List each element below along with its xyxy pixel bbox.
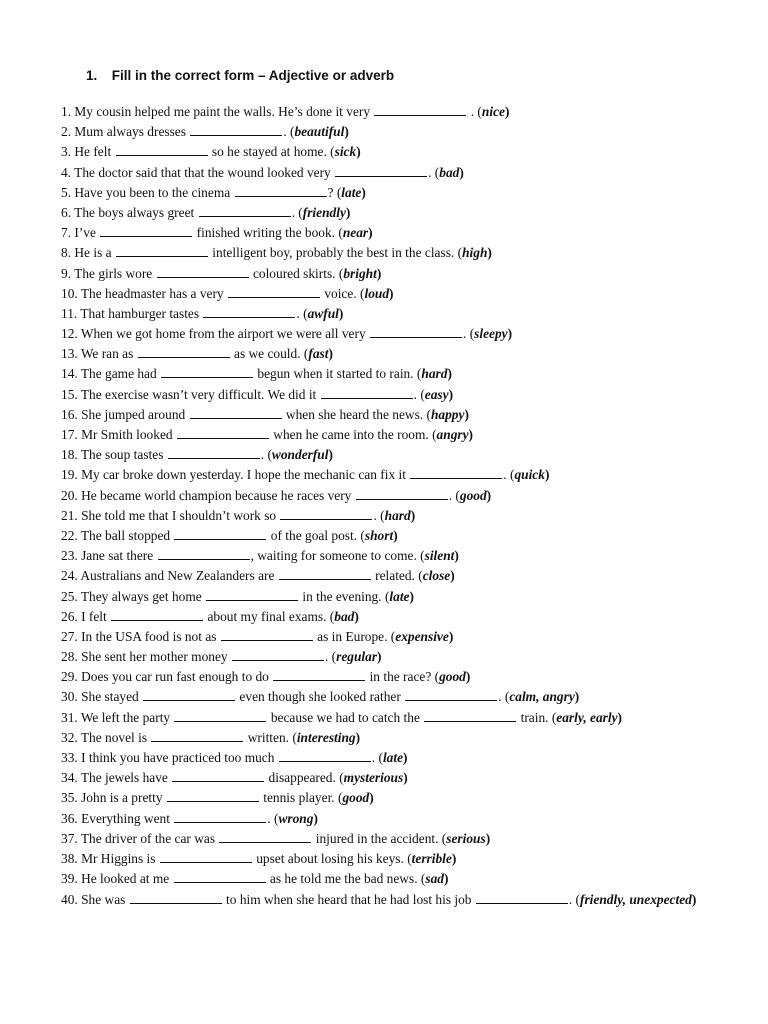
item-text: 7. I’ve: [61, 225, 100, 241]
answer-blank[interactable]: [190, 418, 282, 419]
answer-blank[interactable]: [160, 862, 252, 863]
word-hint: nice: [481, 104, 505, 119]
answer-blank[interactable]: [232, 660, 324, 661]
answer-blank[interactable]: [424, 721, 516, 722]
item-text: . (: [413, 386, 425, 402]
exercise-item: [61, 748, 721, 768]
item-text: 39. He looked at me: [61, 871, 173, 887]
exercise-item: [61, 405, 721, 425]
hint-close: ): [459, 164, 464, 180]
item-text: 4. The doctor said that that the wound looked very: [61, 164, 335, 180]
answer-blank[interactable]: [158, 559, 250, 560]
answer-blank[interactable]: [138, 357, 230, 358]
exercise-item: [61, 465, 721, 485]
answer-blank[interactable]: [206, 600, 298, 601]
exercise-item: [61, 607, 721, 627]
item-text: 16. She jumped around: [61, 406, 189, 422]
item-text: disappeared. (: [265, 770, 344, 786]
hint-close: ): [485, 830, 491, 846]
hint-close: ): [504, 104, 510, 119]
item-text: . (: [467, 104, 482, 119]
answer-blank[interactable]: [203, 317, 295, 318]
exercise-item: [61, 243, 721, 263]
item-text: . (: [291, 204, 303, 220]
item-text: . (: [568, 892, 581, 908]
word-hint: bad: [334, 608, 355, 624]
item-text: . (: [371, 750, 383, 765]
word-hint: awful: [307, 305, 339, 321]
hint-close: ): [377, 649, 382, 665]
item-text: 17. Mr Smith looked: [61, 427, 176, 442]
item-text: . (: [463, 326, 475, 342]
word-hint: late: [341, 184, 362, 200]
answer-blank[interactable]: [168, 458, 260, 459]
answer-blank[interactable]: [172, 781, 264, 782]
item-text: 21. She told me that I shouldn’t work so: [61, 507, 280, 523]
item-text: 29. Does you car run fast enough to do: [61, 669, 273, 685]
word-hint: serious: [446, 830, 486, 846]
answer-blank[interactable]: [335, 176, 427, 177]
hint-close: ): [355, 729, 361, 745]
answer-blank[interactable]: [116, 256, 208, 257]
word-hint: sick: [334, 144, 357, 160]
hint-close: ): [450, 568, 455, 584]
word-hint: silent: [424, 548, 455, 564]
item-text: 12. When we got home from the airport we were all very: [61, 326, 370, 342]
hint-close: ): [617, 709, 622, 725]
answer-blank[interactable]: [190, 135, 282, 136]
hint-close: ): [443, 871, 449, 887]
hint-close: ): [448, 628, 454, 644]
word-hint: sad: [425, 871, 444, 887]
exercise-item: [61, 788, 721, 808]
item-text: of the goal post. (: [267, 527, 365, 543]
item-text: written. (: [244, 729, 297, 745]
exercise-item: [61, 223, 721, 243]
item-text: about my final exams. (: [204, 608, 335, 624]
exercise-item: [61, 546, 721, 566]
exercise-item: [61, 566, 721, 586]
item-text: 9. The girls wore: [61, 265, 156, 281]
item-text: . (: [283, 124, 295, 140]
word-hint: angry: [436, 427, 469, 442]
item-text: train. (: [517, 709, 557, 725]
answer-blank[interactable]: [235, 196, 327, 197]
word-hint: good: [459, 487, 487, 503]
item-text: in the race? (: [366, 669, 440, 685]
hint-close: ): [410, 507, 416, 523]
answer-blank[interactable]: [161, 377, 253, 378]
item-text: when she heard the news. (: [282, 406, 431, 422]
item-text: as in Europe. (: [313, 628, 396, 644]
item-text: 14. The game had: [61, 366, 161, 382]
exercise-item: [61, 667, 721, 687]
word-hint: hard: [421, 366, 448, 382]
word-hint: happy: [430, 406, 465, 422]
word-hint: fast: [308, 346, 329, 362]
exercise-title: Fill in the correct form – Adjective or adverb: [111, 68, 395, 83]
word-hint: beautiful: [294, 124, 345, 140]
item-text: 8. He is a: [61, 245, 115, 261]
answer-blank[interactable]: [174, 822, 266, 823]
answer-blank[interactable]: [374, 115, 466, 116]
item-text: 19. My car broke down yesterday. I hope the mechanic can fix it: [61, 467, 410, 483]
word-hint: near: [342, 225, 369, 241]
exercise-heading: [86, 68, 394, 83]
item-text: so he stayed at home. (: [208, 144, 335, 160]
item-text: 34. The jewels have: [61, 770, 172, 786]
answer-blank[interactable]: [174, 882, 266, 883]
item-text: upset about losing his keys. (: [252, 850, 412, 866]
hint-close: ): [328, 447, 333, 463]
exercise-item: [61, 142, 721, 162]
item-text: when he came into the room. (: [269, 427, 437, 442]
item-text: 32. The novel is: [61, 729, 151, 745]
word-hint: calm, angry: [509, 689, 575, 705]
item-text: 23. Jane sat there: [61, 548, 157, 564]
exercise-item: [61, 768, 721, 788]
exercise-item: [61, 344, 721, 364]
answer-blank[interactable]: [370, 337, 462, 338]
answer-blank[interactable]: [476, 903, 568, 904]
answer-blank[interactable]: [219, 842, 311, 843]
item-text: 38. Mr Higgins is: [61, 850, 159, 866]
hint-close: ): [344, 124, 349, 140]
answer-blank[interactable]: [279, 579, 371, 580]
hint-close: ): [354, 608, 359, 624]
item-text: 26. I felt: [61, 608, 111, 624]
item-text: 27. In the USA food is not as: [61, 628, 220, 644]
item-text: 3. He felt: [61, 144, 115, 160]
answer-blank[interactable]: [157, 277, 249, 278]
item-text: . (: [267, 810, 279, 826]
item-text: intelligent boy, probably the best in the class. (: [208, 245, 463, 261]
item-text: . (: [448, 487, 460, 503]
item-text: 15. The exercise wasn’t very difficult. We did it: [61, 386, 320, 402]
item-text: . (: [260, 447, 272, 463]
hint-close: ): [338, 305, 344, 321]
item-text: 11. That hamburger tastes: [61, 305, 203, 321]
exercise-item: [61, 304, 721, 324]
hint-close: ): [574, 689, 580, 705]
word-hint: mysterious: [343, 770, 404, 786]
word-hint: short: [364, 527, 394, 543]
word-hint: terrible: [411, 850, 452, 866]
answer-blank[interactable]: [279, 761, 371, 762]
exercise-item: [61, 364, 721, 384]
word-hint: friendly, unexpected: [580, 892, 692, 908]
item-text: . (: [428, 164, 440, 180]
exercise-item: [61, 809, 721, 829]
word-hint: loud: [364, 285, 390, 301]
word-hint: friendly: [302, 204, 346, 220]
item-text: , waiting for someone to come. (: [250, 548, 425, 564]
answer-blank[interactable]: [321, 398, 413, 399]
word-hint: good: [439, 669, 466, 685]
exercise-item: [61, 445, 721, 465]
word-hint: wrong: [278, 810, 314, 826]
answer-blank[interactable]: [177, 438, 269, 439]
hint-close: ): [389, 285, 394, 301]
item-text: voice. (: [320, 285, 365, 301]
item-text: . (: [324, 649, 337, 665]
exercise-item: [61, 687, 721, 707]
hint-close: ): [403, 750, 408, 765]
item-text: 33. I think you have practiced too much: [61, 750, 278, 765]
item-text: to him when she heard that he had lost his job: [222, 892, 475, 908]
exercise-item: [61, 506, 721, 526]
item-text: . (: [503, 467, 515, 483]
item-text: 30. She stayed: [61, 689, 143, 705]
hint-close: ): [361, 184, 366, 200]
answer-blank[interactable]: [143, 700, 235, 701]
answer-blank[interactable]: [174, 721, 266, 722]
answer-blank[interactable]: [130, 903, 222, 904]
item-text: . (: [498, 689, 510, 705]
hint-close: ): [345, 204, 351, 220]
item-text: begun when it started to rain. (: [254, 366, 422, 382]
exercise-item: [61, 849, 721, 869]
item-text: coloured skirts. (: [249, 265, 344, 281]
exercise-item: [61, 869, 721, 889]
hint-close: ): [691, 892, 697, 908]
exercise-item: [61, 425, 721, 445]
item-text: . (: [296, 305, 308, 321]
exercise-item: [61, 728, 721, 748]
exercise-item: [61, 284, 721, 304]
word-hint: wonderful: [271, 447, 329, 463]
item-text: . (: [373, 507, 385, 523]
exercise-item: [61, 102, 721, 122]
word-hint: late: [382, 750, 404, 765]
item-text: 5. Have you been to the cinema: [61, 184, 234, 200]
hint-close: ): [464, 406, 469, 422]
hint-close: ): [451, 850, 457, 866]
item-text: as we could. (: [230, 346, 309, 362]
exercise-item: [61, 587, 721, 607]
item-text: 2. Mum always dresses: [61, 124, 190, 140]
hint-close: ): [356, 144, 361, 160]
exercise-item: [61, 708, 721, 728]
item-text: finished writing the book. (: [193, 225, 343, 241]
exercise-item: [61, 122, 721, 142]
item-text: 1. My cousin helped me paint the walls. He’s done it very: [61, 104, 374, 119]
word-hint: late: [389, 588, 410, 604]
answer-blank[interactable]: [356, 499, 448, 500]
word-hint: expensive: [395, 628, 449, 644]
item-text: in the evening. (: [299, 588, 390, 604]
word-hint: interesting: [296, 729, 356, 745]
exercise-item: [61, 385, 721, 405]
item-text: even though she looked rather: [236, 689, 405, 705]
exercise-item: [61, 324, 721, 344]
answer-blank[interactable]: [100, 236, 192, 237]
hint-close: ): [468, 427, 474, 442]
item-text: 37. The driver of the car was: [61, 830, 219, 846]
item-text: 28. She sent her mother money: [61, 649, 231, 665]
answer-blank[interactable]: [228, 297, 320, 298]
answer-blank[interactable]: [405, 700, 497, 701]
item-text: ? (: [327, 184, 342, 200]
exercise-item: [61, 486, 721, 506]
exercise-item: [61, 183, 721, 203]
answer-blank[interactable]: [111, 620, 203, 621]
exercise-item: [61, 526, 721, 546]
item-text: tennis player. (: [259, 790, 343, 806]
hint-close: ): [368, 225, 373, 241]
answer-blank[interactable]: [273, 680, 365, 681]
exercise-item: [61, 264, 721, 284]
item-text: 35. John is a pretty: [61, 790, 166, 806]
hint-close: ): [369, 790, 374, 806]
exercise-item: [61, 647, 721, 667]
item-text: 6. The boys always greet: [61, 204, 198, 220]
word-hint: high: [462, 245, 488, 261]
word-hint: good: [342, 790, 370, 806]
hint-close: ): [454, 548, 459, 564]
item-text: 40. She was: [61, 892, 129, 908]
item-text: 36. Everything went: [61, 810, 174, 826]
word-hint: hard: [384, 507, 411, 523]
exercise-item: [61, 889, 721, 908]
item-text: 18. The soup tastes: [61, 447, 167, 463]
item-text: 31. We left the party: [61, 709, 174, 725]
item-text: as he told me the bad news. (: [266, 871, 426, 887]
hint-close: ): [403, 770, 408, 786]
answer-blank[interactable]: [167, 801, 259, 802]
hint-close: ): [447, 366, 452, 382]
answer-blank[interactable]: [151, 741, 243, 742]
hint-close: ): [376, 265, 382, 281]
item-text: 24. Australians and New Zealanders are: [61, 568, 278, 584]
item-text: 20. He became world champion because he races very: [61, 487, 355, 503]
hint-close: ): [465, 669, 471, 685]
answer-blank[interactable]: [116, 155, 208, 156]
word-hint: early, early: [556, 709, 618, 725]
item-text: 22. The ball stopped: [61, 527, 174, 543]
item-text: 25. They always get home: [61, 588, 206, 604]
exercise-list: [61, 102, 721, 908]
answer-blank[interactable]: [280, 519, 372, 520]
word-hint: close: [422, 568, 451, 584]
word-hint: quick: [514, 467, 545, 483]
answer-blank[interactable]: [174, 539, 266, 540]
answer-blank[interactable]: [221, 640, 313, 641]
hint-close: ): [328, 346, 333, 362]
exercise-item: [61, 829, 721, 849]
item-text: injured in the accident. (: [312, 830, 447, 846]
exercise-item: [61, 627, 721, 647]
hint-close: ): [507, 326, 513, 342]
exercise-number: 1.: [86, 68, 98, 83]
word-hint: sleepy: [474, 326, 508, 342]
hint-close: ): [409, 588, 414, 604]
hint-close: ): [448, 386, 454, 402]
item-text: because we had to catch the: [267, 709, 424, 725]
hint-close: ): [487, 245, 492, 261]
item-text: 10. The headmaster has a very: [61, 285, 227, 301]
exercise-item: [61, 163, 721, 183]
hint-close: ): [544, 467, 550, 483]
exercise-item: [61, 203, 721, 223]
hint-close: ): [393, 527, 398, 543]
hint-close: ): [486, 487, 492, 503]
item-text: 13. We ran as: [61, 346, 137, 362]
word-hint: easy: [424, 386, 449, 402]
answer-blank[interactable]: [410, 478, 502, 479]
word-hint: regular: [336, 649, 378, 665]
answer-blank[interactable]: [199, 216, 291, 217]
hint-close: ): [313, 810, 318, 826]
word-hint: bright: [343, 265, 377, 281]
item-text: related. (: [371, 568, 423, 584]
word-hint: bad: [439, 164, 460, 180]
